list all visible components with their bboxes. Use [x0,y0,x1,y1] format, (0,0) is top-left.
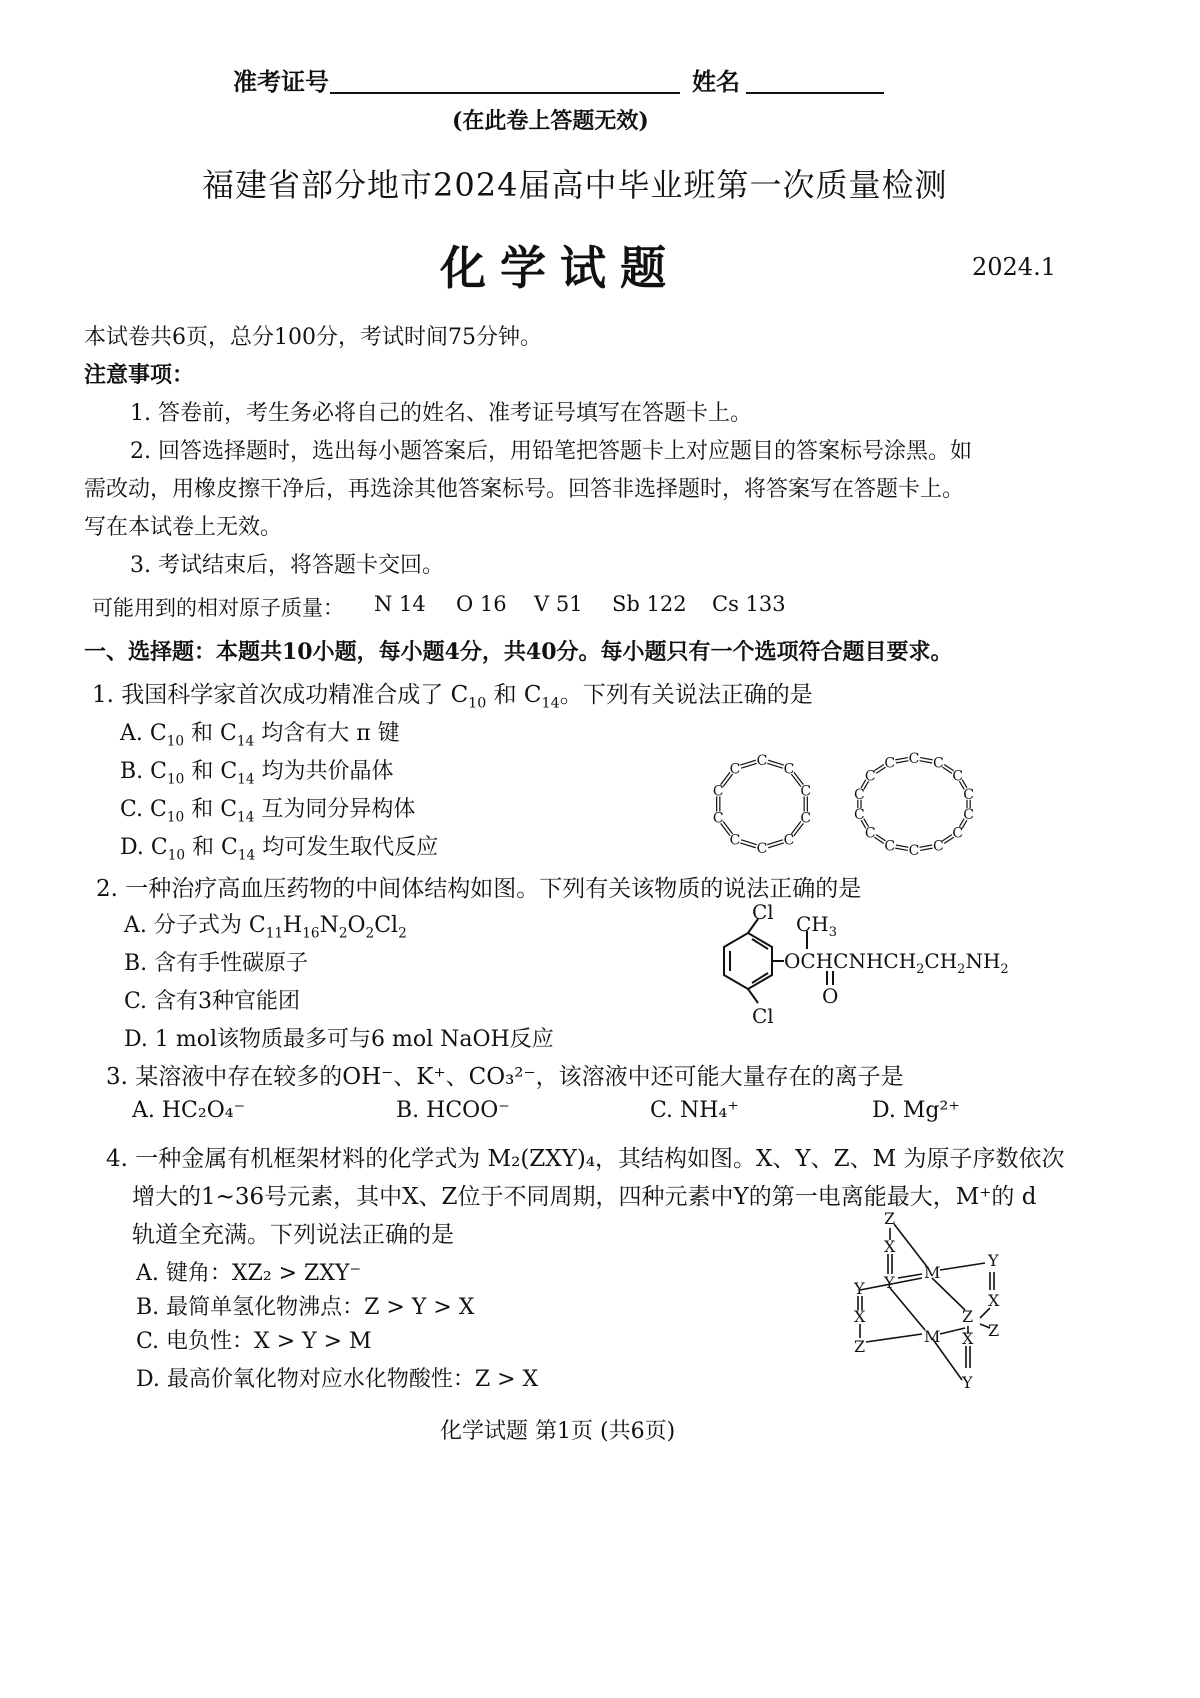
carbon-atom: C [783,761,795,778]
side-chain-label: $OCHCNHCH_2CH_2NH_2$ [784,949,1009,977]
carbon-atom: C [864,768,876,785]
atomic-mass-sb: Sb 122 [612,592,687,616]
carbon-atom: C [854,807,865,824]
name-label: 姓名 [692,67,740,96]
carbon-atom: C [854,786,865,803]
exam-id-label: 准考证号 [233,67,329,96]
carbon-atom: C [729,832,741,849]
notice-title: 注意事项： [84,362,195,388]
ch3-label: $CH_3$ [796,912,838,940]
q1-option-b: B. $C_{10}$ 和 $C_{14}$ 均为共价晶体 [120,759,394,788]
q3-option-b: B. HCOO⁻ [396,1098,510,1123]
carbon-atom: C [864,825,876,842]
notice-2-line2: 需改动，用橡皮擦干净后，再选涂其他答案标号。回答非选择题时，将答案写在答题卡上。 [84,477,965,502]
q4-stem-line1: 4. 一种金属有机框架材料的化学式为 M₂(ZXY)₄，其结构如图。X、Y、Z、M 为原子序数依次 [106,1146,1065,1172]
page-footer: 化学试题 第1页 (共6页) [440,1419,676,1444]
carbon-atom: C [963,786,974,803]
q3-option-d: D. Mg²⁺ [872,1098,960,1123]
q1-stem: 1. 我国科学家首次成功精准合成了 $C_{10}$ 和 $C_{14}$。下列有关说法正确的是 [92,682,813,712]
svg-text:Y: Y [988,1251,999,1270]
svg-text:Y: Y [962,1373,973,1392]
svg-text:X: X [854,1307,866,1326]
atomic-mass-o: O 16 [456,592,507,616]
q3-option-a: A. HC₂O₄⁻ [132,1098,246,1123]
carbon-atom: C [712,810,724,827]
q4-option-a: A. 键角：XZ₂ > ZXY⁻ [136,1261,362,1286]
svg-text:M: M [924,1327,941,1346]
q1-option-d: D. $C_{10}$ 和 $C_{14}$ 均可发生取代反应 [120,835,439,864]
q2-option-d: D. 1 mol该物质最多可与6 mol NaOH反应 [124,1027,554,1052]
q1-option-c: C. $C_{10}$ 和 $C_{14}$ 互为同分异构体 [120,797,416,826]
notice-2-line1: 2. 回答选择题时，选出每小题答案后，用铅笔把答题卡上对应题目的答案标号涂黑。如 [130,439,972,464]
carbon-bond [896,761,909,763]
carbonyl-o-label: O [822,984,839,1008]
q1-option-a: A. $C_{10}$ 和 $C_{14}$ 均含有大 π 键 [120,721,400,750]
subject-title: 化学试题 [440,241,680,295]
q2-option-b: B. 含有手性碳原子 [124,951,309,976]
carbon-bond [895,758,908,760]
q4-option-b: B. 最简单氢化物沸点：Z > Y > X [136,1295,475,1320]
q4-option-d: D. 最高价氧化物对应水化物酸性：Z > X [136,1367,539,1392]
carbon-atom: C [800,783,812,800]
carbon-atom: C [783,832,795,849]
carbon-atom: C [729,761,741,778]
q2-stem: 2. 一种治疗高血压药物的中间体结构如图。下列有关该物质的说法正确的是 [96,876,862,902]
name-blank [746,92,884,94]
carbon-atom: C [756,753,768,769]
svg-text:X: X [884,1237,896,1256]
exam-date: 2024.1 [972,253,1056,281]
carbon-atom: C [952,768,964,785]
carbon-atom: C [756,841,768,857]
carbon-bond [896,845,909,847]
q3-option-c: C. NH₄⁺ [650,1098,739,1123]
c10-ring [713,753,811,857]
carbon-atom: C [952,825,964,842]
svg-text:Z: Z [988,1321,1000,1340]
svg-text:Z: Z [884,1209,896,1228]
carbon-atom: C [712,783,724,800]
carbon-atom: C [884,838,896,855]
cl-top-label: Cl [752,900,774,924]
atomic-mass-label: 可能用到的相对原子质量： [92,596,344,620]
carbon-bond [920,758,933,760]
q3-stem: 3. 某溶液中存在较多的OH⁻、K⁺、CO₃²⁻，该溶液中还可能大量存在的离子是 [106,1064,904,1090]
mof-bonds [858,1224,994,1380]
svg-text:Y: Y [854,1279,865,1298]
notice-3: 3. 考试结束后，将答题卡交回。 [130,553,444,578]
q1-carbon-rings-figure [700,750,1000,860]
q4-stem-line2: 增大的1~36号元素，其中X、Z位于不同周期，四种元素中Y的第一电离能最大，M⁺的 d [132,1184,1037,1210]
carbon-atom: C [800,810,812,827]
svg-text:Z: Z [854,1337,866,1356]
q2-option-a: A. 分子式为 $C_{11}H_{16}N_2O_2Cl_2$ [124,913,407,942]
atomic-mass-cs: Cs 133 [712,592,786,616]
carbon-atom: C [884,755,896,772]
svg-text:M: M [924,1263,941,1282]
carbon-bond [920,761,933,763]
carbon-atom: C [963,807,974,824]
c14-ring [854,751,974,859]
cl-bottom-label: Cl [752,1004,774,1028]
q4-stem-line3: 轨道全充满。下列说法正确的是 [132,1222,454,1248]
svg-text:X: X [988,1291,1000,1310]
mof-atoms [853,1209,1000,1392]
atomic-mass-n: N 14 [374,592,426,616]
atomic-mass-v: V 51 [534,592,583,616]
svg-text:Y: Y [884,1273,895,1292]
section1-heading: 一、选择题：本题共10小题，每小题4分，共40分。每小题只有一个选项符合题目要求。 [84,639,953,665]
carbon-atom: C [908,843,920,859]
carbon-atom: C [932,838,944,855]
svg-text:X: X [962,1329,974,1348]
q4-option-c: C. 电负性：X > Y > M [136,1329,372,1354]
carbon-bond [920,848,933,850]
exam-id-blank [330,92,680,94]
notice-1: 1. 答卷前，考生务必将自己的姓名、准考证号填写在答题卡上。 [130,401,752,426]
carbon-atom: C [932,755,944,772]
invalid-note: (在此卷上答题无效) [452,108,649,134]
exam-summary: 本试卷共6页，总分100分，考试时间75分钟。 [84,325,542,350]
q2-structure-figure [700,900,1009,1035]
carbon-bond [895,848,908,850]
q4-mof-structure-figure [840,1210,1020,1390]
carbon-bond [920,845,933,847]
notice-2-line3: 写在本试卷上无效。 [84,515,283,540]
svg-text:Z: Z [962,1307,974,1326]
q2-option-c: C. 含有3种官能团 [124,989,301,1014]
exam-title: 福建省部分地市2024届高中毕业班第一次质量检测 [202,166,948,204]
carbon-atom: C [908,751,920,767]
